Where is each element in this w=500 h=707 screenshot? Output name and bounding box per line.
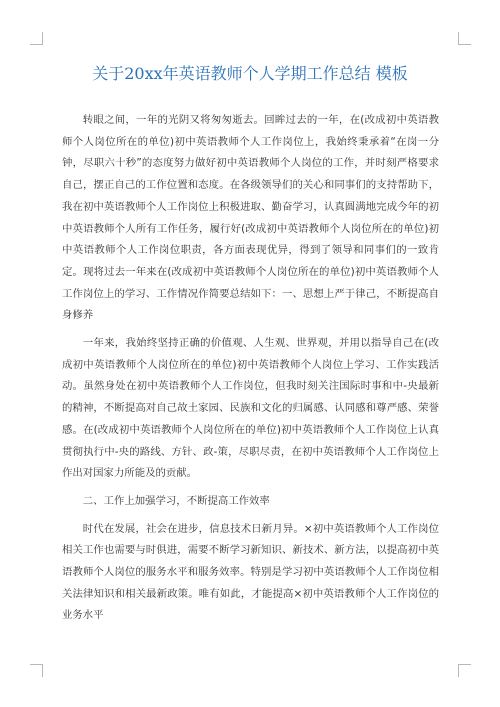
paragraph-work: 时代在发展，社会在进步，信息技术日新月异。×初中英语教师个人工作岗位相关工作也需要与时俱进，需要不断学习新知识、新技术、新方法，以提高初中英语教师个人岗位的服务水平和服务效率。特别是学习初中英语教师个人工作岗位相关法律知识和相关最新政策。唯有如此，才能提高×初中英语教师个人工作岗位的业务水平 (62, 522, 439, 622)
document-title: 关于20xx年英语教师个人学期工作总结 模板 (92, 64, 408, 83)
section-heading-work: 二、工作上加强学习，不断提高工作效率 (82, 494, 270, 507)
crop-mark-top-right (458, 32, 471, 45)
paragraph-intro: 转眼之间，一年的光阴又将匆匆逝去。回眸过去的一年，在(改成初中英语教师个人岗位所在的单位)初中英语教师个人工作岗位上，我始终秉承着“在岗一分钟，尽职六十秒”的态度努力做好初中英语教师个人岗位的工作，并时刻严格要求自己，摆正自己的工作位置和态度。在各级领导们的关心和同事们的支持帮助下，我在初中英语教师个人工作岗位上积极进取、勤奋学习，认真圆满地完成今年的初中英语教师个人所有工作任务，履行好(改成初中英语教师个人岗位所在的单位)初中英语教师个人工作岗位职责，各方面表现优异，得到了领导和同事们的一致肯定。现将过去一年来在(改成初中英语教师个人岗位所在的单位)初中英语教师个人工作岗位上的学习、工作情况作简要总结如下：一、思想上严于律己，不断提高自身修养 (62, 114, 439, 322)
crop-mark-bottom-left (30, 664, 43, 677)
crop-mark-top-left (30, 32, 43, 45)
document-body (62, 110, 439, 627)
crop-mark-bottom-right (458, 664, 471, 677)
paragraph-ideology: 一年来，我始终坚持正确的价值观、人生观、世界观，并用以指导自己在(改成初中英语教师个人岗位所在的单位)初中英语教师个人岗位上学习、工作实践活动。虽然身处在初中英语教师个人工作岗位，但我时刻关注国际时事和中-央最新的精神，不断提高对自己故土家园、民族和文化的归属感、认同感和尊严感、荣誉感。在(改成初中英语教师个人岗位所在的单位)初中英语教师个人工作岗位上认真贯彻执行中-央的路线、方针、政-策，尽职尽责，在初中英语教师个人工作岗位上作出对国家力所能及的贡献。 (62, 337, 439, 480)
